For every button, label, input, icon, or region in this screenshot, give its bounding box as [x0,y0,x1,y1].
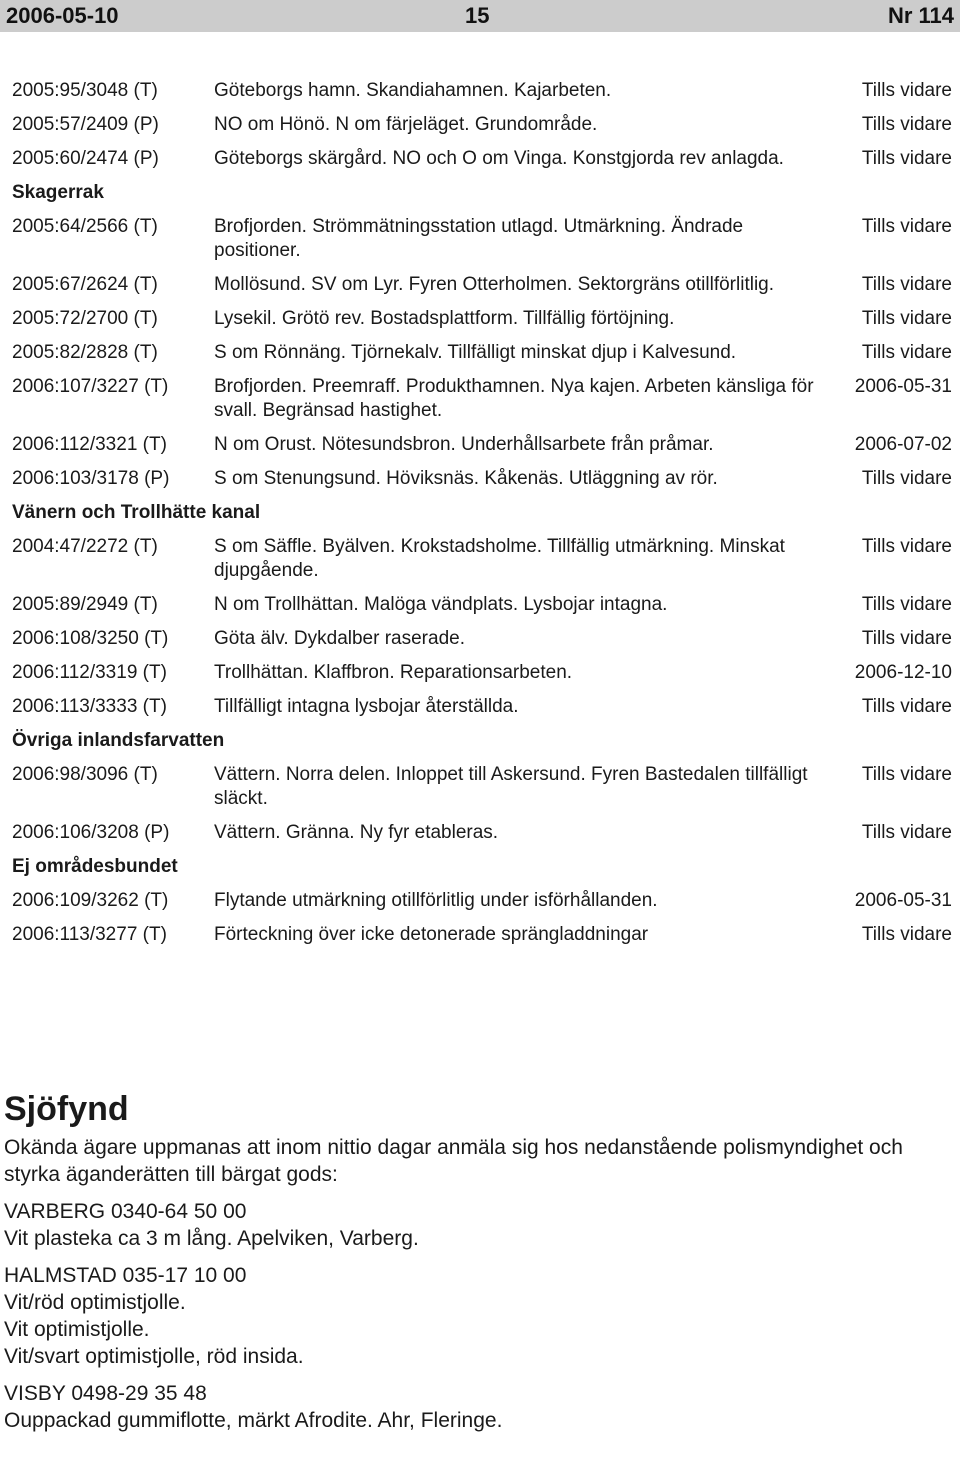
notice-code: 2005:72/2700 (T) [12,308,158,329]
notice-validity: Tills vidare [861,764,952,785]
notice-row [12,593,952,617]
notice-row [12,889,952,913]
notice-validity: Tills vidare [861,628,952,649]
notice-description: Brofjorden. Preemraff. Produkthamnen. Nya kajen. Arbeten känsliga för svall. Begränsad hastighet. [214,376,814,421]
notice-description: N om Orust. Nötesundsbron. Underhållsarbete från pråmar. [214,434,714,455]
notice-code: 2004:47/2272 (T) [12,536,158,557]
notice-code: 2006:109/3262 (T) [12,890,169,911]
police-contact: VISBY 0498-29 35 48 [4,1382,207,1405]
notice-row [12,433,952,457]
notice-validity: Tills vidare [861,696,952,717]
notice-description: Tillfälligt intagna lysbojar återställda. [214,696,519,717]
notice-code: 2006:108/3250 (T) [12,628,169,649]
found-item: Vit/svart optimistjolle, röd insida. [4,1345,304,1368]
notice-code: 2005:82/2828 (T) [12,342,158,363]
notice-code: 2006:98/3096 (T) [12,764,158,785]
police-contact-block [4,1262,954,1370]
police-contact: HALMSTAD 035-17 10 00 [4,1264,247,1287]
notice-description: Trollhättan. Klaffbron. Reparationsarbeten. [214,662,573,683]
notice-description: N om Trollhättan. Malöga vändplats. Lysbojar intagna. [214,594,668,615]
section-heading: Skagerrak [12,182,104,203]
notice-row [12,341,952,365]
notice-validity: Tills vidare [861,148,952,169]
police-contact-block [4,1380,954,1434]
notice-row [12,147,952,171]
notice-validity: Tills vidare [861,468,952,489]
notice-description: Lysekil. Grötö rev. Bostadsplattform. Tillfällig förtöjning. [214,308,675,329]
notice-code: 2005:64/2566 (T) [12,216,158,237]
notice-validity: Tills vidare [861,274,952,295]
notice-validity: Tills vidare [861,342,952,363]
issue-number: Nr 114 [887,3,954,28]
notice-list [12,79,952,957]
section-heading: Vänern och Trollhätte kanal [12,502,261,523]
police-contact: VARBERG 0340-64 50 00 [4,1200,247,1223]
notice-row [12,923,952,947]
notice-validity: 2006-12-10 [854,662,952,683]
found-item: Ouppackad gummiflotte, märkt Afrodite. Ahr, Fleringe. [4,1409,503,1432]
notice-validity: Tills vidare [861,822,952,843]
notice-description: Mollösund. SV om Lyr. Fyren Otterholmen. Sektorgräns otillförlitlig. [214,274,775,295]
notice-description: Brofjorden. Strömmätningsstation utlagd. Utmärkning. Ändrade positioner. [214,216,744,261]
found-item: Vit/röd optimistjolle. [4,1291,186,1314]
notice-description: NO om Hönö. N om färjeläget. Grundområde. [214,114,598,135]
notice-row [12,113,952,137]
notice-description: S om Stenungsund. Höviksnäs. Kåkenäs. Utläggning av rör. [214,468,718,489]
found-item: Vit plasteka ca 3 m lång. Apelviken, Varberg. [4,1227,419,1250]
notice-code: 2005:67/2624 (T) [12,274,158,295]
notice-description: Göta älv. Dykdalber raserade. [214,628,465,649]
found-item: Vit optimistjolle. [4,1318,150,1341]
notice-code: 2006:106/3208 (P) [12,822,170,843]
notice-code: 2006:103/3178 (P) [12,468,170,489]
sjofynd-blocks [4,1198,954,1434]
notice-row [12,273,952,297]
notice-code: 2006:113/3277 (T) [12,924,167,945]
notice-validity: Tills vidare [861,308,952,329]
notice-validity: 2006-05-31 [854,376,952,397]
notice-description: Förteckning över icke detonerade sprängladdningar [214,924,649,945]
notice-validity: Tills vidare [861,924,952,945]
notice-description: Göteborgs hamn. Skandiahamnen. Kajarbeten. [214,80,612,101]
notice-validity: 2006-07-02 [854,434,952,455]
notice-description: Flytande utmärkning otillförlitlig under isförhållanden. [214,890,658,911]
notice-row [12,215,952,263]
notice-description: Vättern. Gränna. Ny fyr etableras. [214,822,499,843]
notice-row [12,535,952,583]
notice-description: Göteborgs skärgård. NO och O om Vinga. Konstgjorda rev anlagda. [214,148,784,169]
notice-description: S om Säffle. Byälven. Krokstadsholme. Tillfällig utmärkning. Minskat djupgående. [214,536,785,581]
notice-row [12,375,952,423]
police-contact-block [4,1198,954,1252]
sjofynd-title: Sjöfynd [4,1090,129,1128]
notice-code: 2005:89/2949 (T) [12,594,158,615]
sjofynd-intro: Okända ägare uppmanas att inom nittio dagar anmäla sig hos nedanstående polismyndighet och styrka äganderätten till bärgat gods: [4,1136,903,1186]
notice-code: 2006:112/3321 (T) [12,434,167,455]
notice-validity: 2006-05-31 [854,890,952,911]
notice-validity: Tills vidare [861,80,952,101]
notice-description: S om Rönnäng. Tjörnekalv. Tillfälligt minskat djup i Kalvesund. [214,342,737,363]
notice-row [12,467,952,491]
notice-validity: Tills vidare [861,594,952,615]
section-heading: Ej områdesbundet [12,856,178,877]
notice-row [12,763,952,811]
header-date: 2006-05-10 [6,3,119,28]
sjofynd-section [4,1088,954,1444]
notice-validity: Tills vidare [861,216,952,237]
page-number: 15 [465,3,490,28]
notice-row [12,695,952,719]
notice-row [12,79,952,103]
page-header [0,0,960,32]
notice-row [12,307,952,331]
notice-code: 2006:107/3227 (T) [12,376,169,397]
notice-row [12,661,952,685]
notice-validity: Tills vidare [861,536,952,557]
notice-description: Vättern. Norra delen. Inloppet till Askersund. Fyren Bastedalen tillfälligt släckt. [214,764,808,809]
notice-code: 2005:95/3048 (T) [12,80,158,101]
notice-row [12,821,952,845]
notice-code: 2005:57/2409 (P) [12,114,159,135]
notice-code: 2006:113/3333 (T) [12,696,167,717]
notice-code: 2006:112/3319 (T) [12,662,167,683]
section-heading: Övriga inlandsfarvatten [12,730,225,751]
notice-row [12,627,952,651]
notice-validity: Tills vidare [861,114,952,135]
notice-code: 2005:60/2474 (P) [12,148,159,169]
